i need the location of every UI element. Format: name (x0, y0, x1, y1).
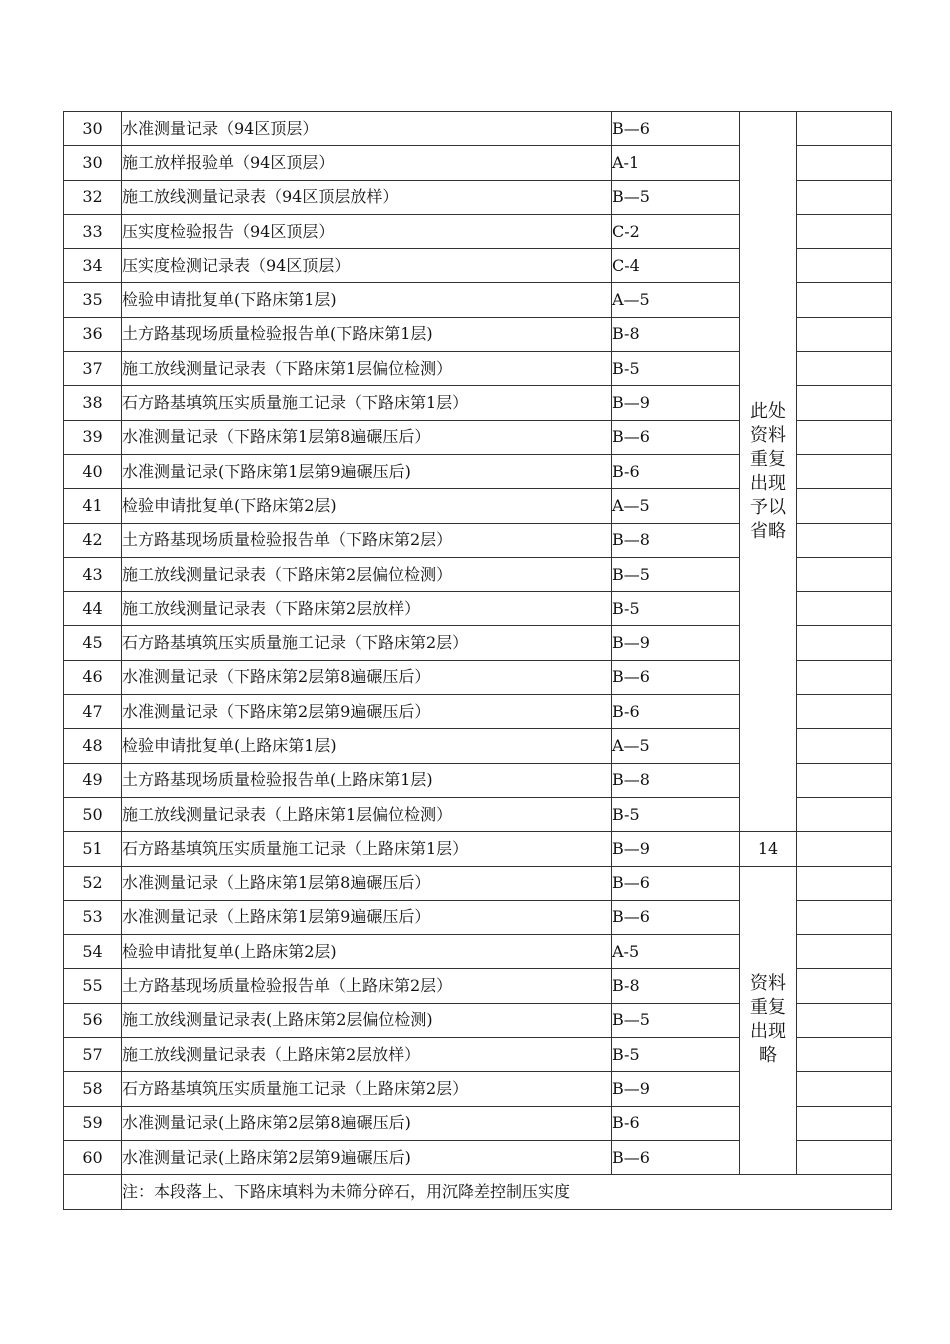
note-line: 出现 (750, 1021, 786, 1043)
blank-cell (797, 317, 892, 351)
record-title: 土方路基现场质量检验报告单(上路床第1层) (122, 763, 612, 797)
footnote-text: 注：本段落上、下路床填料为未筛分碎石，用沉降差控制压实度 (122, 1175, 892, 1209)
form-code: B—9 (612, 832, 740, 866)
record-title: 石方路基填筑压实质量施工记录（下路床第1层） (122, 386, 612, 420)
record-title: 施工放线测量记录表（下路床第2层放样） (122, 592, 612, 626)
row-number: 46 (64, 660, 122, 694)
form-code: B—9 (612, 626, 740, 660)
blank-cell (797, 352, 892, 386)
omission-note-1 (740, 112, 797, 832)
row-number: 30 (64, 146, 122, 180)
blank-cell (797, 283, 892, 317)
blank-cell (797, 112, 892, 146)
table-row (64, 112, 892, 146)
row-number: 44 (64, 592, 122, 626)
form-code: B-6 (612, 1106, 740, 1140)
record-title: 检验申请批复单(上路床第2层) (122, 935, 612, 969)
form-code: B-5 (612, 592, 740, 626)
blank-cell (797, 626, 892, 660)
note-line: 重复 (750, 997, 786, 1019)
row-number: 40 (64, 454, 122, 488)
row-number: 47 (64, 695, 122, 729)
row-number: 42 (64, 523, 122, 557)
record-title: 施工放线测量记录表（上路床第2层放样） (122, 1038, 612, 1072)
form-code: A—5 (612, 283, 740, 317)
record-title: 水准测量记录（下路床第2层第8遍碾压后） (122, 660, 612, 694)
form-code: B-8 (612, 969, 740, 1003)
form-code: B-5 (612, 352, 740, 386)
row-number: 32 (64, 180, 122, 214)
form-code: A-5 (612, 935, 740, 969)
record-title: 施工放线测量记录表（下路床第2层偏位检测） (122, 557, 612, 591)
blank-cell (797, 763, 892, 797)
records-table (63, 111, 892, 1210)
row-number: 49 (64, 763, 122, 797)
row-number: 58 (64, 1072, 122, 1106)
record-title: 施工放线测量记录表（94区顶层放样） (122, 180, 612, 214)
row-number: 50 (64, 797, 122, 831)
row-number: 52 (64, 866, 122, 900)
form-code: B—6 (612, 112, 740, 146)
form-code: B-6 (612, 454, 740, 488)
record-title: 压实度检测记录表（94区顶层） (122, 249, 612, 283)
row-number: 55 (64, 969, 122, 1003)
blank-cell (797, 935, 892, 969)
blank-cell (797, 523, 892, 557)
note-line: 此处 (750, 400, 786, 422)
blank-cell (797, 1038, 892, 1072)
row-number: 53 (64, 900, 122, 934)
form-code: A-1 (612, 146, 740, 180)
record-title: 水准测量记录（上路床第1层第9遍碾压后） (122, 900, 612, 934)
blank-cell (797, 1106, 892, 1140)
record-title: 检验申请批复单(下路床第1层) (122, 283, 612, 317)
form-code: C-4 (612, 249, 740, 283)
record-title: 检验申请批复单(下路床第2层) (122, 489, 612, 523)
form-code: B—5 (612, 1003, 740, 1037)
blank-cell (797, 695, 892, 729)
omission-note-2 (740, 866, 797, 1175)
record-title: 石方路基填筑压实质量施工记录（上路床第2层） (122, 1072, 612, 1106)
blank-cell (797, 180, 892, 214)
form-code: B-5 (612, 797, 740, 831)
blank-cell (797, 866, 892, 900)
blank-cell (797, 454, 892, 488)
record-title: 检验申请批复单(上路床第1层) (122, 729, 612, 763)
table-row (64, 866, 892, 900)
form-code: B-5 (612, 1038, 740, 1072)
form-code: B-8 (612, 317, 740, 351)
row-number: 60 (64, 1140, 122, 1174)
record-title: 土方路基现场质量检验报告单（下路床第2层） (122, 523, 612, 557)
blank-cell (797, 557, 892, 591)
blank-cell (797, 592, 892, 626)
note-line: 略 (759, 1045, 777, 1067)
form-code: B—6 (612, 1140, 740, 1174)
form-code: B—9 (612, 1072, 740, 1106)
form-code: B—6 (612, 900, 740, 934)
form-code: B-6 (612, 695, 740, 729)
note-line: 出现 (750, 472, 786, 494)
note-line: 资料 (750, 424, 786, 446)
blank-cell (797, 489, 892, 523)
note-line: 予以 (750, 496, 786, 518)
record-title: 水准测量记录(上路床第2层第8遍碾压后) (122, 1106, 612, 1140)
row-number: 48 (64, 729, 122, 763)
footnote-row (64, 1175, 892, 1209)
form-code: C-2 (612, 214, 740, 248)
row-number: 43 (64, 557, 122, 591)
row-number: 41 (64, 489, 122, 523)
row-number: 34 (64, 249, 122, 283)
row-number: 57 (64, 1038, 122, 1072)
blank-cell (797, 1140, 892, 1174)
form-code: A—5 (612, 489, 740, 523)
note-line: 重复 (750, 448, 786, 470)
blank-cell (797, 386, 892, 420)
record-title: 施工放线测量记录表(上路床第2层偏位检测) (122, 1003, 612, 1037)
row-number: 59 (64, 1106, 122, 1140)
blank-cell (797, 249, 892, 283)
record-title: 压实度检验报告（94区顶层） (122, 214, 612, 248)
blank-cell (797, 729, 892, 763)
blank-cell (797, 797, 892, 831)
row-number: 33 (64, 214, 122, 248)
form-code: B—5 (612, 180, 740, 214)
form-code: B—5 (612, 557, 740, 591)
record-title: 水准测量记录（下路床第2层第9遍碾压后） (122, 695, 612, 729)
record-title: 石方路基填筑压实质量施工记录（下路床第2层） (122, 626, 612, 660)
record-title: 施工放线测量记录表（上路床第1层偏位检测） (122, 797, 612, 831)
blank-cell (797, 660, 892, 694)
note-line: 资料 (750, 973, 786, 995)
record-title: 水准测量记录（上路床第1层第8遍碾压后） (122, 866, 612, 900)
table-row (64, 832, 892, 866)
blank-cell (797, 1003, 892, 1037)
form-code: A—5 (612, 729, 740, 763)
record-title: 水准测量记录(上路床第2层第9遍碾压后) (122, 1140, 612, 1174)
row-number: 56 (64, 1003, 122, 1037)
row-number: 36 (64, 317, 122, 351)
record-title: 土方路基现场质量检验报告单(下路床第1层) (122, 317, 612, 351)
blank-cell (797, 146, 892, 180)
row-number: 51 (64, 832, 122, 866)
form-code: B—6 (612, 866, 740, 900)
row-number: 54 (64, 935, 122, 969)
record-title: 施工放线测量记录表（下路床第1层偏位检测） (122, 352, 612, 386)
row-number: 45 (64, 626, 122, 660)
blank-cell (797, 214, 892, 248)
note-line: 省略 (750, 520, 786, 542)
record-title: 施工放样报验单（94区顶层） (122, 146, 612, 180)
row-number: 37 (64, 352, 122, 386)
record-title: 土方路基现场质量检验报告单（上路床第2层） (122, 969, 612, 1003)
form-code: B—8 (612, 523, 740, 557)
row-number: 38 (64, 386, 122, 420)
record-title: 石方路基填筑压实质量施工记录（上路床第1层） (122, 832, 612, 866)
record-title: 水准测量记录（下路床第1层第8遍碾压后） (122, 420, 612, 454)
blank-cell (64, 1175, 122, 1209)
blank-cell (797, 1072, 892, 1106)
note-count: 14 (740, 832, 797, 866)
record-title: 水准测量记录（94区顶层） (122, 112, 612, 146)
row-number: 35 (64, 283, 122, 317)
form-code: B—9 (612, 386, 740, 420)
blank-cell (797, 969, 892, 1003)
blank-cell (797, 832, 892, 866)
record-title: 水准测量记录(下路床第1层第9遍碾压后) (122, 454, 612, 488)
form-code: B—8 (612, 763, 740, 797)
form-code: B—6 (612, 420, 740, 454)
row-number: 39 (64, 420, 122, 454)
blank-cell (797, 420, 892, 454)
blank-cell (797, 900, 892, 934)
row-number: 30 (64, 112, 122, 146)
form-code: B—6 (612, 660, 740, 694)
